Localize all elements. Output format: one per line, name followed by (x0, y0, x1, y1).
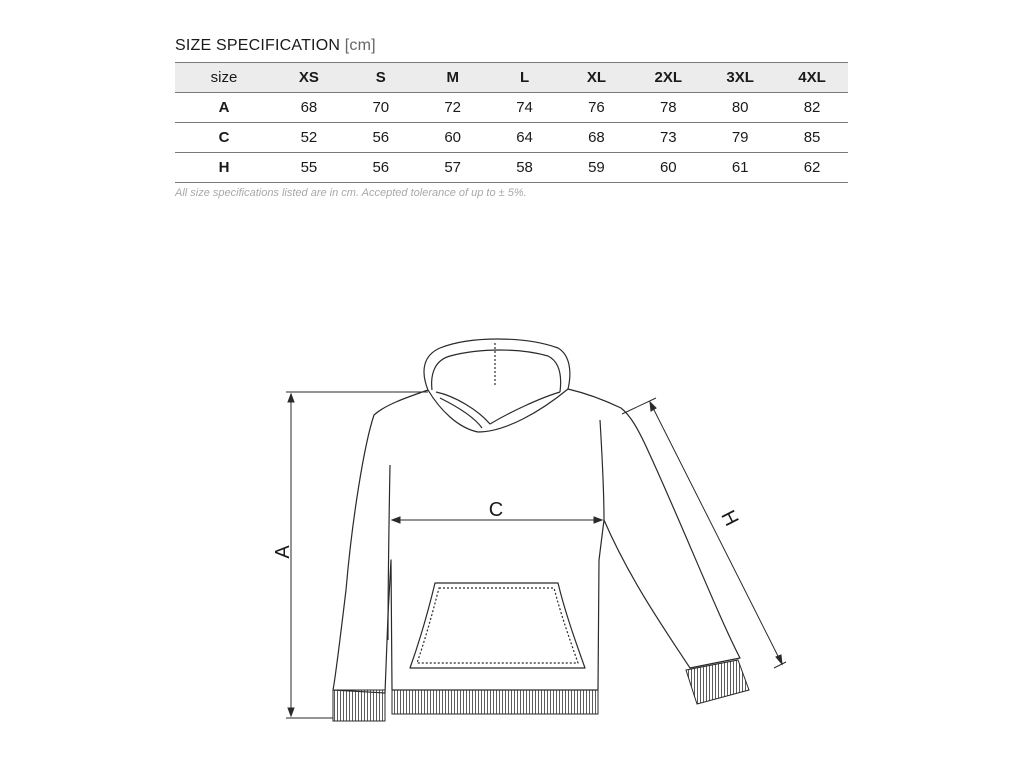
dimension-a-arrow-top (288, 394, 294, 402)
header-size: 4XL (776, 63, 848, 93)
table-cell: 70 (345, 93, 417, 123)
table-cell: 58 (489, 153, 561, 183)
table-cell: 61 (704, 153, 776, 183)
header-size-label: size (175, 63, 273, 93)
table-cell: 78 (632, 93, 704, 123)
dimension-c-arrow-left (392, 517, 400, 523)
table-cell: 73 (632, 123, 704, 153)
title-text: SIZE SPECIFICATION (175, 37, 341, 54)
header-size: S (345, 63, 417, 93)
row-label: H (175, 153, 273, 183)
kangaroo-pocket (410, 583, 585, 668)
dimension-c-arrow-right (594, 517, 602, 523)
table-cell: 74 (489, 93, 561, 123)
table-cell: 79 (704, 123, 776, 153)
table-cell: 68 (273, 93, 345, 123)
table-cell: 55 (273, 153, 345, 183)
header-size: M (417, 63, 489, 93)
table-cell: 59 (561, 153, 633, 183)
table-cell: 56 (345, 123, 417, 153)
label-h: H (716, 506, 743, 530)
table-cell: 56 (345, 153, 417, 183)
kangaroo-pocket-stitch (417, 588, 578, 663)
label-a: A (272, 545, 294, 559)
header-size: XS (273, 63, 345, 93)
table-cell: 82 (776, 93, 848, 123)
hood-inner (432, 350, 561, 392)
table-cell: 85 (776, 123, 848, 153)
dimension-h-arrow-top (650, 402, 656, 411)
waistband (392, 690, 598, 714)
row-label: C (175, 123, 273, 153)
left-cuff (333, 690, 385, 721)
table-cell: 52 (273, 123, 345, 153)
table-cell: 60 (632, 153, 704, 183)
header-size: 2XL (632, 63, 704, 93)
dimension-a-arrow-bottom (288, 708, 294, 716)
dimension-h-line (650, 402, 782, 664)
table-cell: 62 (776, 153, 848, 183)
row-label: A (175, 93, 273, 123)
footnote: All size specifications listed are in cm. Accepted tolerance of up to ± 5%. (175, 187, 527, 199)
table-cell: 80 (704, 93, 776, 123)
left-sleeve-seam (388, 465, 390, 640)
table-cell: 68 (561, 123, 633, 153)
table-cell: 76 (561, 93, 633, 123)
header-size: 3XL (704, 63, 776, 93)
title-unit: [cm] (344, 37, 376, 54)
table-cell: 72 (417, 93, 489, 123)
label-c: C (488, 499, 504, 521)
ribbing (333, 660, 749, 721)
dimension-h-guide-bottom (774, 662, 786, 668)
table-cell: 64 (489, 123, 561, 153)
dimension-h-arrow-bottom (776, 655, 782, 664)
right-sleeve-seam (600, 420, 604, 520)
table-cell: 57 (417, 153, 489, 183)
header-size: XL (561, 63, 633, 93)
header-size: L (489, 63, 561, 93)
hood-outer (424, 339, 570, 390)
hoodie-body (333, 389, 743, 693)
table-cell: 60 (417, 123, 489, 153)
